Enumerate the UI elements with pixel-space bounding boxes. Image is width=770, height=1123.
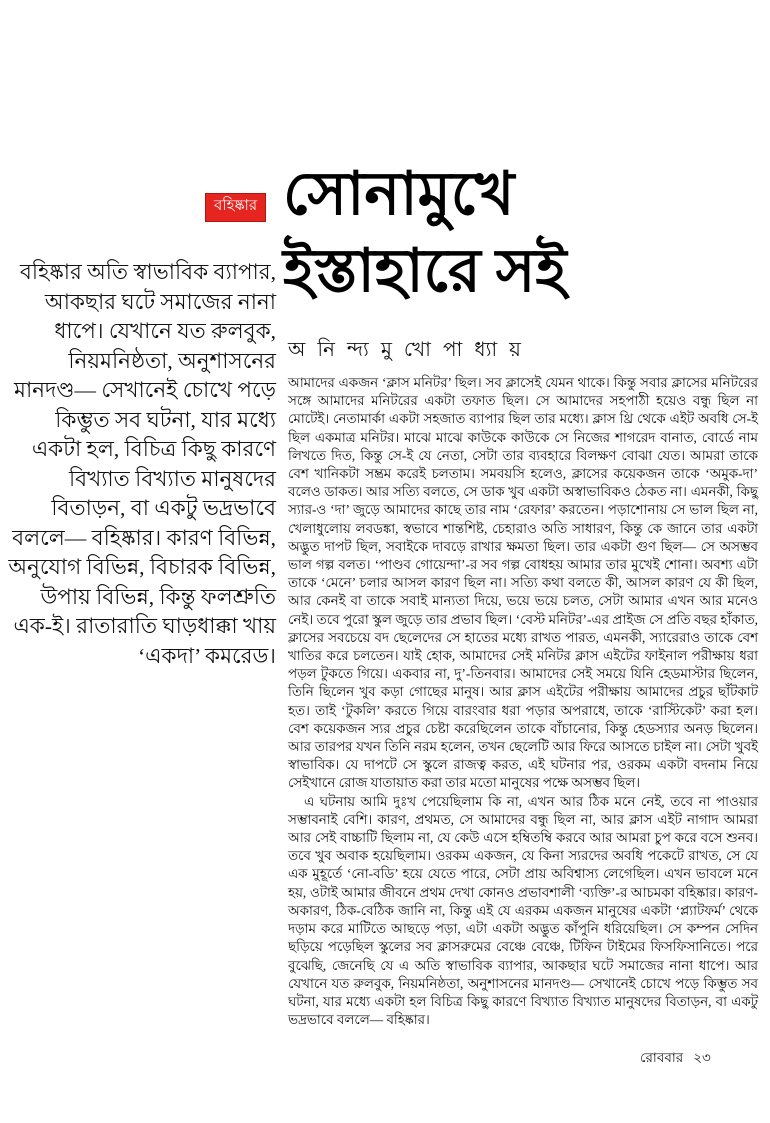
page-footer [640, 1047, 711, 1070]
article-headline [283, 156, 763, 310]
section-kicker-badge: বহিষ্কার [205, 193, 266, 222]
article-paragraph-2: এ ঘটনায় আমি দুঃখ পেয়েছিলাম কি না, এখন আর ঠিক মনে নেই, তবে না পাওয়ার সম্ভাবনাই বেশি। কারণ, প্রথমত, সে আমাদের বন্ধু ছিল না, আর ক্লাস এইট নাগাদ আমরা আর সেই বাচ্চাটি ছিলাম না, যে কেউ এসে হম্বিতম্বি করবে আর আমরা চুপ করে বসে শুনব। তবে খুব অবাক হয়েছিলাম। ওরকম একজন, যে কিনা স্যরদের অবধি পকেটে রাখত, সে যে এক মুহূর্তে ‘নো-বডি’ হয়ে যেতে পারে, সেটা প্রায় অবিশ্বাস্য লেগেছিল। এখন ভাবলে মনে হয়, ওটাই আমার জীবনে প্রথম দেখা কোনও প্রভাবশালী ‘ব্যক্তি’-র আচমকা বহিষ্কার। কারণ-অকারণ, ঠিক-বেঠিক জানি না, কিন্তু এই যে এরকম একজন মানুষের একটা ‘প্ল্যাটফর্ম’ থেকে দড়াম করে মাটিতে আছড়ে পড়া, এটা একটা অদ্ভুত কাঁপুনি ধরিয়েছিল। সে কম্পন সেদিন ছড়িয়ে পড়েছিল স্কুলের সব ক্লাসরুমের বেঞ্চে বেঞ্চে, টিফিন টাইমের ফিসফিসানিতে। পরে বুঝেছি, জেনেছি যে এ অতি স্বাভাবিক ব্যাপার, আকছার ঘটে সমাজের নানা ধাপে। আর যেখানে যত রুলবুক, নিয়মনিষ্ঠতা, অনুশাসনের মানদণ্ড— সেখানেই চোখে পড়ে কিম্ভুত সব ঘটনা, যার মধ্যে একটা হল বিচিত্র কিছু কারণে বিখ্যাত বিখ্যাত মানুষদের বিতাড়ন, বা একটু ভদ্রভাবে বললে— বহিষ্কার। [288, 793, 758, 1028]
headline-line-2: ইস্তাহারে সই [283, 238, 567, 304]
publication-name: রোববার [640, 1050, 684, 1065]
headline-line-1: সোনামুখে [283, 161, 515, 227]
article-paragraph-1: আমাদের একজন ‘ক্লাস মনিটর’ ছিল। সব ক্লাসেই যেমন থাকে। কিন্তু সবার ক্লাসের মনিটরের সঙ্গে আমাদের মনিটরের একটা তফাত ছিল। সে আমাদের সহপাঠী হয়েও বন্ধু ছিল না মোটেই। নেতামার্কা একটা সহজাত ব্যাপার ছিল তার মধ্যে। ক্লাস থ্রি থেকে এইট অবধি সে-ই ছিল একমাত্র মনিটর। মাঝে মাঝে কাউকে কাউকে সে নিজের শাগরেদ বানাত, বোর্ডে নাম লিখতে দিত, কিন্তু সে-ই যে নেতা, সেটা তার ব্যবহারে বিলক্ষণ বোঝা যেত। আমরা তাকে বেশ খানিকটা সম্ভ্রম করেই চলতাম। সমবয়সি হলেও, ক্লাসের কয়েকজন তাকে ‘অমুক-দা’ বলেও ডাকত। আর সত্যি বলতে, সে ডাক খুব একটা অস্বাভাবিকও ঠেকত না। এমনকী, কিছু স্যার-ও ‘দা’ জুড়ে আমাদের কাছে তার নাম ‘রেফার’ করতেন। পড়াশোনায় সে ভাল ছিল না, খেলাধুলোয় লবডঙ্কা, স্বভাবে শান্তশিষ্ট, চেহারাও অতি সাধারণ, কিন্তু কে জানে তার একটা অদ্ভুত দাপট ছিল, সবাইকে দাবড়ে রাখার ক্ষমতা ছিল। তার একটা গুণ ছিল— সে অসম্ভব ভাল গল্প বলত। ‘পাণ্ডব গোয়েন্দা’-র সব গল্প বোধহয় আমার তার মুখেই শোনা। অবশ্য এটা তাকে ‘মেনে’ চলার আসল কারণ ছিল না। সত্যি কথা বলতে কী, আসল কারণ যে কী ছিল, আর কেনই বা তাকে সবাই মান্যতা দিয়ে, ভয়ে ভয়ে চলত, সেটা আমার এখন আর মনেও নেই। তবে পুরো স্কুল জুড়ে তার প্রভাব ছিল। ‘বেস্ট মনিটর’-এর প্রাইজ সে প্রতি বছর হাঁকাত, ক্লাসের সবচেয়ে বদ ছেলেদের সে হাতের মধ্যে রাখত পারত, এমনকী, স্যারেরাও তাকে বেশ খাতির করে চলতেন। যাই হোক, আমাদের সেই মনিটর ক্লাস এইটের ফাইনাল পরীক্ষায় ধরা পড়ল টুকতে গিয়ে। একবার না, দু’-তিনবার। আমাদের সেই সময়ে যিনি হেডমাস্টার ছিলেন, তিনি ছিলেন খুব কড়া গোছের মানুষ। আর ক্লাস এইটের পরীক্ষায় আমাদের প্রচুর ছাঁটকাট হত। তাই ‘টুকলি’ করতে গিয়ে বারংবার ধরা পড়ার অপরাধে, তাকে ‘রাস্টিকেট’ করা হল। বেশ কয়েকজন স্যর প্রচুর চেষ্টা করেছিলেন তাকে বাঁচানোর, কিন্তু হেডস্যার অনড় ছিলেন। আর তারপর যখন তিনি নরম হলেন, তখন ছেলেটি আর ফিরে আসতে চাইল না। সেটা খুবই স্বাভাবিক। যে দাপটে সে স্কুলে রাজত্ব করত, এই ঘটনার পর, ওরকম একটা বদনাম নিয়ে সেইখানে রোজ যাতায়াত করা তার মতো মানুষের পক্ষে অসম্ভব ছিল। [288, 375, 758, 791]
page-number: ২৩ [693, 1050, 711, 1065]
author-byline: অ নি ন্দ্য মু খো পা ধ্যা য় [288, 339, 521, 361]
article-body [288, 374, 758, 1029]
pull-quote: বহিষ্কার অতি স্বাভাবিক ব্যাপার, আকছার ঘটে সমাজের নানা ধাপে। যেখানে যত রুলবুক, নিয়মনিষ্ঠতা, অনুশাসনের মানদণ্ড— সেখানেই চোখে পড়ে কিম্ভুত সব ঘটনা, যার মধ্যে একটা হল, বিচিত্র কিছু কারণে বিখ্যাত বিখ্যাত মানুষদের বিতাড়ন, বা একটু ভদ্রভাবে বললে— বহিষ্কার। কারণ বিভিন্ন, অনুযোগ বিভিন্ন, বিচারক বিভিন্ন, উপায় বিভিন্ন, কিন্তু ফলশ্রুতি এক-ই। রাতারাতি ঘাড়ধাক্কা খায় ‘একদা’ কমরেড। [8, 260, 276, 668]
